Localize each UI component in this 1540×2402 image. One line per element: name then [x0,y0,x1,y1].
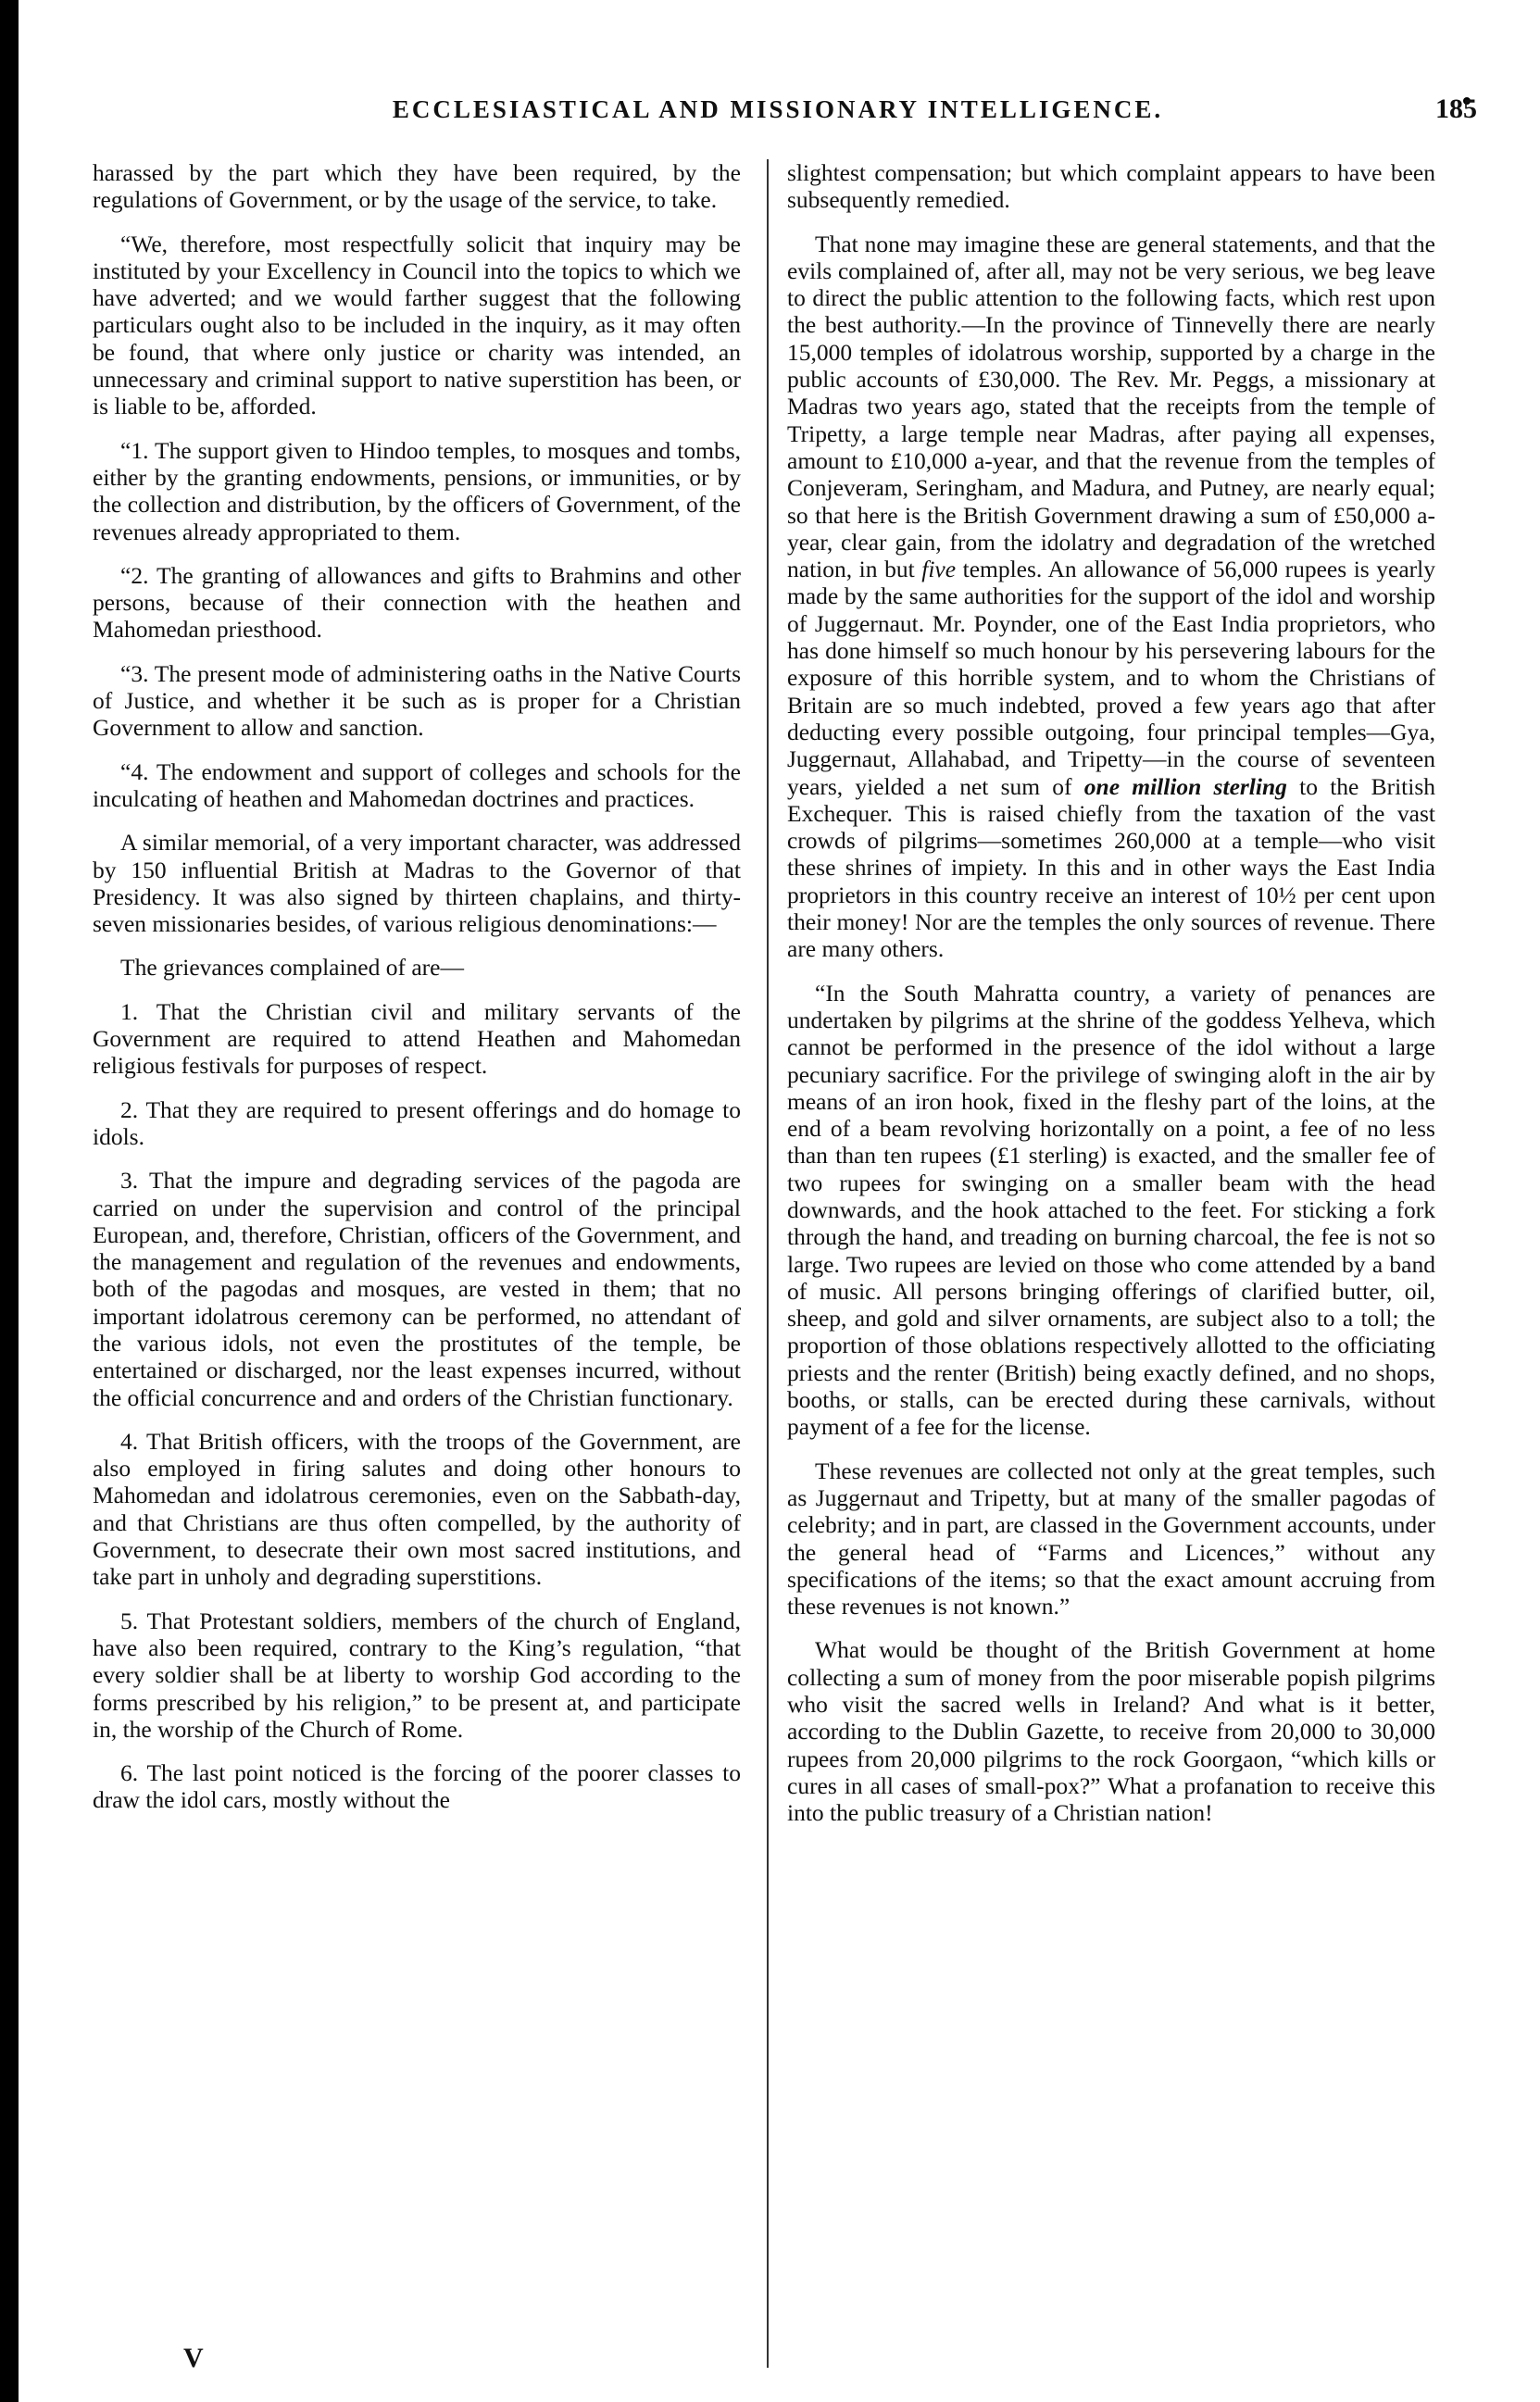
paragraph: What would be thought of the British Government at home collecting a sum of money from the poor miserable popish pilgrims who visit the sacred wells in Ireland? And what is it better, according to the Dublin Gazette, to receive from 20,000 to 30,000 rupees from 20,000 pilgrims to the rock Goorgaon, “which kills or cures in all cases of small-pox?” What a profanation to receive this into the public treasury of a Christian nation! [787,1636,1435,1827]
grievance-item: 5. That Protestant soldiers, members of the church of England, have also been required, contrary to the King’s regulation, “that every soldier shall be at liberty to worship God according to the forms prescribed by his religion,” to be present at, and participate in, the worship of the Church of Rome. [93,1607,741,1743]
text-run: That none may imagine these are general statements, and that the evils complained of, after all, may not be very serious, we beg leave to direct the public attention to the following facts, which rest upon the best authority.—In the province of Tinnevelly there are nearly 15,000 temples of idolatrous worship, supported by a charge in the public accounts of £30,000. The Rev. Mr. Peggs, a missionary at Madras two years ago, stated that the receipts from the temple of Tripetty, a large temple near Madras, after paying all expenses, amount to £10,000 a-year, and that the revenue from the temples of Conjeveram, Seringham, and Madura, and Putney, are nearly equal; so that here is the British Government drawing a sum of £50,000 a-year, clear gain, from the idolatry and degradation of the wretched nation, in but [787,230,1435,583]
left-column [93,159,741,1831]
emphasis: five [921,556,957,583]
paragraph: These revenues are collected not only at the great temples, such as Juggernaut and Tripetty, but at many of the smaller pagodas of celebrity; and in part, are classed in the Government accounts, under the general head of “Farms and Licences,” without any specifications of the items; so that the exact amount accruing from these revenues is not known.” [787,1457,1435,1620]
grievance-item: 4. That British officers, with the troops of the Government, are also employed in firing salutes and doing other honours to Mahomedan and idolatrous ceremonies, even on the Sabbath-day, and that Christians are thus often compelled, by the authority of Government, to desecrate their own most sacred institutions, and take part in unholy and degrading superstitions. [93,1427,741,1591]
grievance-item: 2. That they are required to present offerings and do homage to idols. [93,1095,741,1150]
emphasis: one million sterling [1083,772,1287,800]
paragraph: “4. The endowment and support of colleges and schools for the inculcating of heathen and Mahomedan doctrines and practices. [93,757,741,812]
text-run: temples. An allowance of 56,000 rupees is yearly made by the same authorities for the support of the idol and worship of Juggernaut. Mr. Poynder, one of the East India proprietors, who has done himself so much honour by his persevering labours for the exposure of this horrible system, and to whom the Christians of Britain are so much indebted, proved a few years ago that after deducting every possible outgoing, four principal temples—Gya, Juggernaut, Allahabad, and Tripetty—in the course of seventeen years, yielded a net sum of [787,556,1435,800]
paragraph: slightest compensation; but which complaint appears to have been subsequently remedied. [787,159,1435,214]
quotation: “In the South Mahratta country, a variety of penances are undertaken by pilgrims at the shrine of the goddess Yelheva, which cannot be performed in the presence of the idol without a large pecuniary sacrifice. For the privilege of swinging aloft in the air by means of an iron hook, fixed in the fleshy part of the loins, at the end of a beam revolving horizontally on a point, a fee of no less than than ten rupees (£1 sterling) is exacted, and the smaller fee of two rupees for swinging on a smaller beam with the head downwards, and the hook attached to the feet. For sticking a fork through the hand, and treading on burning charcoal, the fee is not so large. Two rupees are levied on those who come attended by a band of music. All persons bringing offerings of clarified butter, oil, sheep, and gold and silver ornaments, are subject also to a toll; the proportion of those oblations respectively allotted to the officiating priests and the renter (British) being exactly defined, and no shops, booths, or stalls, can be erected during these carnivals, without payment of a fee for the license. [787,979,1435,1441]
grievance-item: 1. That the Christian civil and military servants of the Government are required to attend Heathen and Mahomedan religious festivals for purposes of respect. [93,997,741,1080]
paragraph: “3. The present mode of administering oaths in the Native Courts of Justice, and whether it be such as is proper for a Christian Government to allow and sanction. [93,659,741,742]
page-number: 185 [1435,94,1477,124]
scan-edge-bar [0,0,19,2402]
grievance-item: 3. That the impure and degrading services of the pagoda are carried on under the supervision and control of the principal European, and, therefore, Christian, officers of the Government, and the management and regulation of the revenues and endowments, both of the pagodas and mosques, are vested in them; that no important idolatrous ceremony can be performed, no attendant of the various idols, not even the prostitutes of the temple, be entertained or discharged, nor the least expenses incurred, without the official concurrence and and orders of the Christian functionary. [93,1167,741,1411]
grievance-item: 6. The last point noticed is the forcing of the poorer classes to draw the idol cars, mostly without the [93,1759,741,1814]
column-divider [767,159,769,2368]
running-head: ECCLESIASTICAL AND MISSIONARY INTELLIGENCE. [392,95,1164,123]
signature-mark: V [183,2343,204,2373]
paragraph: “We, therefore, most respectfully solicit that inquiry may be instituted by your Excellency in Council into the topics to which we have adverted; and we would farther suggest that the following particulars ought also to be included in the inquiry, as it may often be found, that where only justice or charity was intended, an unnecessary and criminal support to native superstition has been, or is liable to be, afforded. [93,230,741,420]
paragraph [787,231,1435,963]
page-header [56,95,1500,142]
paragraph: A similar memorial, of a very important character, was addressed by 150 influential British at Madras to the Governor of that Presidency. It was also signed by thirteen chaplains, and thirty-seven missionaries besides, of various religious denominations:— [93,829,741,938]
text-run: to the British Exchequer. This is raised chiefly from the taxation of the vast crowds of pilgrims—sometimes 260,000 at a temple—who visit these shrines of impiety. In this and in other ways the East India proprietors in this country receive an interest of 10½ per cent upon their money! Nor are the temples the only sources of revenue. There are many others. [787,772,1435,963]
paragraph: “1. The support given to Hindoo temples, to mosques and tombs, either by the granting endowments, pensions, or immunities, or by the collection and distribution, by the officers of Government, of the revenues already appropriated to them. [93,436,741,545]
right-column [787,159,1435,1844]
paragraph: “2. The granting of allowances and gifts to Brahmins and other persons, because of their connection with the heathen and Mahomedan priesthood. [93,561,741,644]
paragraph: The grievances complained of are— [120,954,464,982]
paragraph: harassed by the part which they have been required, by the regulations of Government, or by the usage of the service, to take. [93,159,741,214]
